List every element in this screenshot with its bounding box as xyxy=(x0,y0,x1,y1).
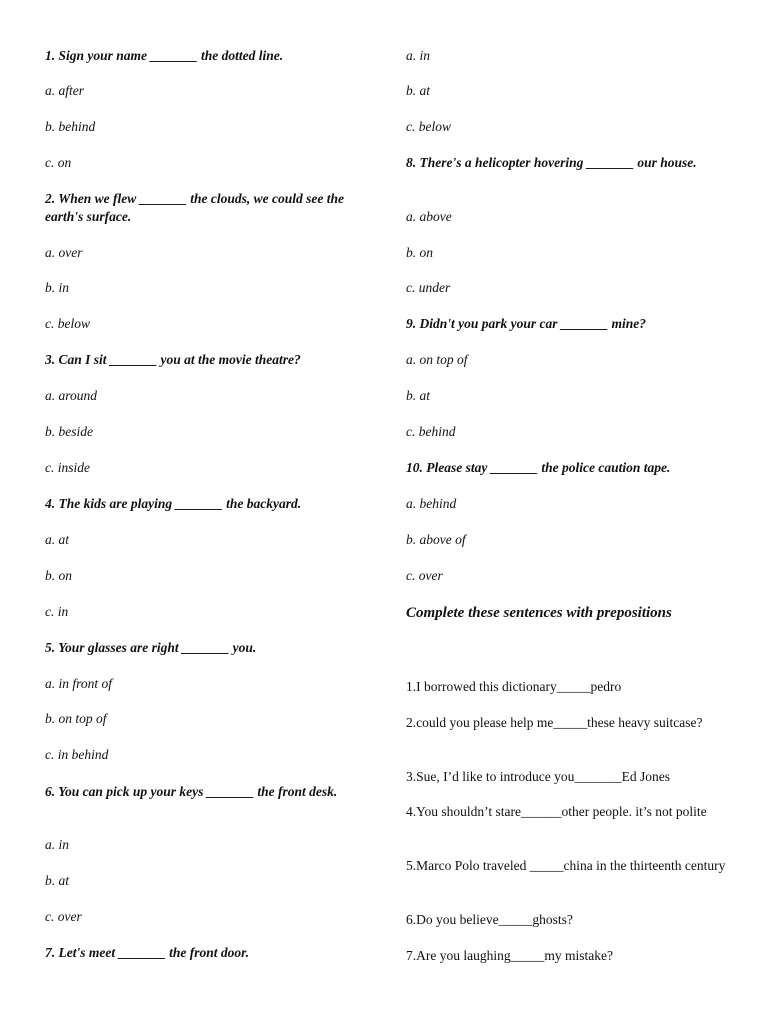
section-heading: Complete these sentences with prepositions xyxy=(406,605,672,621)
question-9-option-b: b. at xyxy=(406,388,431,403)
question-10-option-a: a. behind xyxy=(406,496,457,511)
question-6-option-c: c. over xyxy=(45,909,82,924)
question-9-option-c: c. behind xyxy=(406,424,456,439)
question-5-option-b: b. on top of xyxy=(45,711,107,726)
question-10: 10. Please stay _______ the police caution tape. xyxy=(406,460,671,475)
sentence-4: 4.You shouldn’t stare______other people. it’s not polite xyxy=(406,804,707,819)
question-3-option-b: b. beside xyxy=(45,424,93,439)
question-5: 5. Your glasses are right _______ you. xyxy=(45,640,257,655)
question-10-option-b: b. above of xyxy=(406,532,466,547)
sentence-3: 3.Sue, I’d like to introduce you_______Ed Jones xyxy=(406,769,670,784)
question-9-option-a: a. on top of xyxy=(406,352,468,367)
question-5-option-c: c. in behind xyxy=(45,747,109,762)
question-5-option-a: a. in front of xyxy=(45,676,113,691)
question-6-option-b: b. at xyxy=(45,873,70,888)
sentence-1: 1.I borrowed this dictionary_____pedro xyxy=(406,679,622,694)
question-2-option-b: b. in xyxy=(45,280,70,295)
question-1-option-c: c. on xyxy=(45,155,72,170)
question-4: 4. The kids are playing _______ the backyard. xyxy=(45,496,302,511)
question-8-option-a: a. above xyxy=(406,209,452,224)
question-2-option-a: a. over xyxy=(45,245,83,260)
question-3: 3. Can I sit _______ you at the movie theatre? xyxy=(45,352,301,367)
question-4-option-b: b. on xyxy=(45,568,72,583)
question-8-option-c: c. under xyxy=(406,280,451,295)
question-4-option-a: a. at xyxy=(45,532,70,547)
question-1: 1. Sign your name _______ the dotted line. xyxy=(45,48,284,63)
question-10-option-c: c. over xyxy=(406,568,443,583)
sentence-7: 7.Are you laughing_____my mistake? xyxy=(406,948,613,963)
question-2-option-c: c. below xyxy=(45,316,90,331)
question-3-option-c: c. inside xyxy=(45,460,90,475)
question-7-option-c: c. below xyxy=(406,119,451,134)
question-9: 9. Didn't you park your car _______ mine? xyxy=(406,316,647,331)
question-4-option-c: c. in xyxy=(45,604,69,619)
question-6-option-a: a. in xyxy=(45,837,70,852)
sentence-5: 5.Marco Polo traveled _____china in the thirteenth century xyxy=(406,858,726,873)
sentence-2: 2.could you please help me_____these heavy suitcase? xyxy=(406,715,703,730)
question-8-option-b: b. on xyxy=(406,245,433,260)
question-1-option-b: b. behind xyxy=(45,119,96,134)
question-3-option-a: a. around xyxy=(45,388,98,403)
question-7-option-b: b. at xyxy=(406,83,431,98)
question-1-option-a: a. after xyxy=(45,83,84,98)
sentence-6: 6.Do you believe_____ghosts? xyxy=(406,912,573,927)
question-7: 7. Let's meet _______ the front door. xyxy=(45,945,249,960)
question-2: 2. When we flew _______ the clouds, we could see the earth's surface. xyxy=(45,191,344,224)
question-7-option-a: a. in xyxy=(406,48,431,63)
question-8: 8. There's a helicopter hovering _______ our house. xyxy=(406,155,697,170)
question-6: 6. You can pick up your keys _______ the front desk. xyxy=(45,784,338,799)
